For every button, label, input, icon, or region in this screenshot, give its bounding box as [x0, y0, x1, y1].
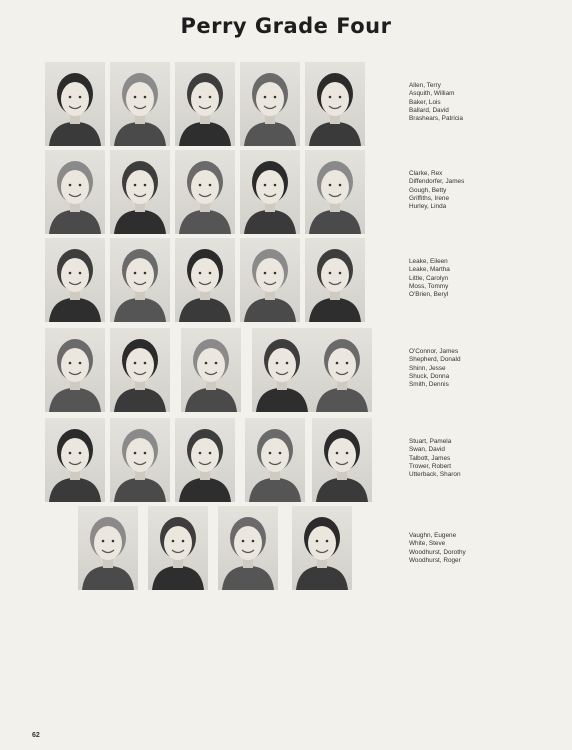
portrait-silhouette	[305, 62, 365, 146]
student-portrait	[252, 328, 312, 412]
portrait-clothing	[244, 122, 296, 146]
student-portrait	[240, 62, 300, 146]
portrait-face	[256, 170, 284, 204]
portrait-face	[61, 258, 89, 292]
portrait-clothing	[296, 566, 348, 590]
student-name: Baker, Lois	[409, 98, 441, 106]
portrait-eye	[79, 362, 82, 365]
portrait-eye	[274, 96, 277, 99]
student-name: Utterback, Sharon	[409, 471, 461, 479]
portrait-silhouette	[240, 62, 300, 146]
student-portrait	[312, 328, 372, 412]
student-portrait	[245, 418, 305, 502]
page-number: 62	[32, 732, 40, 739]
student-portrait	[305, 62, 365, 146]
portrait-face	[256, 258, 284, 292]
portrait-eye	[134, 96, 137, 99]
student-portrait	[305, 238, 365, 322]
portrait-clothing	[49, 210, 101, 234]
student-portrait	[110, 328, 170, 412]
portrait-clothing	[49, 478, 101, 502]
student-name: O'Connor, James	[409, 348, 459, 355]
portrait-eye	[69, 184, 72, 187]
portrait-silhouette	[148, 506, 208, 590]
portrait-face	[328, 438, 356, 472]
portrait-clothing	[316, 388, 368, 412]
portrait-eye	[209, 96, 212, 99]
student-portrait	[240, 238, 300, 322]
portrait-clothing	[316, 478, 368, 502]
portrait-eye	[336, 362, 339, 365]
name-list	[409, 170, 569, 211]
portrait-clothing	[309, 122, 361, 146]
portrait-face	[261, 438, 289, 472]
portrait-silhouette	[45, 150, 105, 234]
portrait-silhouette	[45, 418, 105, 502]
student-name: Moss, Tommy	[409, 282, 449, 290]
portrait-clothing	[179, 210, 231, 234]
student-name: Shinn, Jesse	[409, 364, 446, 372]
portrait-clothing	[114, 210, 166, 234]
portrait-eye	[329, 184, 332, 187]
student-portrait	[175, 238, 235, 322]
portrait-clothing	[256, 388, 308, 412]
portrait-silhouette	[175, 150, 235, 234]
student-portrait	[181, 328, 241, 412]
page-title: Perry Grade Four	[180, 14, 392, 38]
photo-row-2	[0, 150, 572, 240]
portrait-face	[94, 526, 122, 560]
portrait-clothing	[244, 298, 296, 322]
portrait-face	[61, 348, 89, 382]
portrait-clothing	[82, 566, 134, 590]
portrait-face	[256, 82, 284, 116]
name-list	[409, 258, 569, 299]
portrait-face	[234, 526, 262, 560]
student-name: Hurley, Linda	[409, 203, 447, 211]
portrait-eye	[144, 452, 147, 455]
portrait-clothing	[114, 298, 166, 322]
student-name: Woodhurst, Dorothy	[409, 548, 466, 556]
portrait-face	[126, 348, 154, 382]
portrait-clothing	[179, 478, 231, 502]
portrait-face	[328, 348, 356, 382]
student-name: Vaughn, Eugene	[409, 532, 457, 539]
portrait-silhouette	[110, 150, 170, 234]
portrait-eye	[134, 362, 137, 365]
portrait-clothing	[49, 298, 101, 322]
portrait-eye	[144, 362, 147, 365]
portrait-face	[126, 170, 154, 204]
portrait-silhouette	[45, 238, 105, 322]
student-name: Shepherd, Donald	[409, 356, 461, 364]
student-name: Griffiths, Irene	[409, 194, 450, 202]
portrait-silhouette	[110, 328, 170, 412]
student-portrait	[45, 328, 105, 412]
portrait-clothing	[49, 388, 101, 412]
photo-row-5	[0, 418, 572, 508]
student-name: Smith, Dennis	[409, 381, 449, 389]
portrait-eye	[215, 362, 218, 365]
portrait-eye	[134, 184, 137, 187]
portrait-face	[321, 170, 349, 204]
portrait-silhouette	[305, 150, 365, 234]
portrait-clothing	[179, 122, 231, 146]
student-name: Shuck, Donna	[409, 372, 450, 380]
portrait-eye	[274, 184, 277, 187]
student-name: Ballard, David	[409, 106, 449, 114]
student-name: Swan, David	[409, 446, 445, 454]
portrait-clothing	[152, 566, 204, 590]
student-portrait	[218, 506, 278, 590]
portrait-clothing	[309, 298, 361, 322]
portrait-face	[61, 438, 89, 472]
portrait-eye	[199, 96, 202, 99]
name-list	[409, 348, 569, 389]
portrait-eye	[144, 272, 147, 275]
portrait-eye	[329, 96, 332, 99]
student-portrait	[240, 150, 300, 234]
student-portrait	[110, 238, 170, 322]
portrait-clothing	[244, 210, 296, 234]
portrait-eye	[326, 540, 329, 543]
portrait-eye	[144, 184, 147, 187]
portrait-eye	[79, 272, 82, 275]
student-name: Woodhurst, Roger	[409, 556, 461, 564]
portrait-silhouette	[312, 328, 372, 412]
portrait-clothing	[249, 478, 301, 502]
portrait-eye	[339, 272, 342, 275]
portrait-eye	[69, 452, 72, 455]
portrait-eye	[134, 452, 137, 455]
portrait-silhouette	[252, 328, 312, 412]
portrait-face	[61, 170, 89, 204]
student-name: O'Brien, Beryl	[409, 291, 449, 299]
student-portrait	[110, 62, 170, 146]
portrait-silhouette	[110, 418, 170, 502]
portrait-eye	[205, 362, 208, 365]
student-portrait	[45, 150, 105, 234]
student-name: White, Steve	[409, 540, 446, 548]
portrait-eye	[209, 452, 212, 455]
portrait-eye	[102, 540, 105, 543]
portrait-clothing	[309, 210, 361, 234]
portrait-eye	[339, 184, 342, 187]
portrait-face	[191, 170, 219, 204]
photo-row-6	[0, 506, 572, 596]
student-name: Little, Carolyn	[409, 274, 449, 282]
student-name: Trower, Robert	[409, 462, 452, 470]
portrait-eye	[329, 272, 332, 275]
portrait-eye	[199, 184, 202, 187]
student-name: Gough, Betty	[409, 186, 447, 194]
portrait-eye	[316, 540, 319, 543]
portrait-silhouette	[78, 506, 138, 590]
student-portrait	[45, 62, 105, 146]
portrait-face	[126, 258, 154, 292]
portrait-face	[61, 82, 89, 116]
portrait-eye	[69, 362, 72, 365]
student-portrait	[45, 418, 105, 502]
student-name: Talbott, James	[409, 454, 451, 462]
portrait-clothing	[114, 478, 166, 502]
portrait-clothing	[222, 566, 274, 590]
portrait-face	[197, 348, 225, 382]
portrait-face	[268, 348, 296, 382]
student-portrait	[292, 506, 352, 590]
portrait-eye	[172, 540, 175, 543]
student-name: Stuart, Pamela	[409, 438, 452, 445]
portrait-silhouette	[45, 328, 105, 412]
portrait-eye	[209, 272, 212, 275]
portrait-face	[321, 82, 349, 116]
portrait-eye	[276, 362, 279, 365]
student-portrait	[312, 418, 372, 502]
portrait-eye	[182, 540, 185, 543]
portrait-eye	[79, 452, 82, 455]
student-portrait	[305, 150, 365, 234]
name-list	[409, 532, 569, 565]
portrait-silhouette	[175, 418, 235, 502]
portrait-face	[191, 438, 219, 472]
portrait-clothing	[114, 122, 166, 146]
portrait-silhouette	[240, 238, 300, 322]
portrait-eye	[269, 452, 272, 455]
portrait-face	[308, 526, 336, 560]
photo-row-4	[0, 328, 572, 418]
student-portrait	[175, 418, 235, 502]
name-list	[409, 438, 569, 479]
portrait-eye	[112, 540, 115, 543]
portrait-eye	[209, 184, 212, 187]
name-list	[409, 82, 569, 123]
portrait-eye	[79, 96, 82, 99]
portrait-clothing	[49, 122, 101, 146]
student-name: Allen, Terry	[409, 82, 441, 89]
portrait-eye	[286, 362, 289, 365]
portrait-eye	[252, 540, 255, 543]
portrait-silhouette	[45, 62, 105, 146]
portrait-silhouette	[218, 506, 278, 590]
portrait-eye	[144, 96, 147, 99]
portrait-silhouette	[292, 506, 352, 590]
student-portrait	[110, 418, 170, 502]
portrait-silhouette	[305, 238, 365, 322]
photo-row-1	[0, 62, 572, 152]
student-portrait	[110, 150, 170, 234]
student-name: Leake, Eileen	[409, 258, 448, 265]
portrait-eye	[199, 452, 202, 455]
student-name: Asquith, William	[409, 90, 455, 98]
photo-row-3	[0, 238, 572, 328]
portrait-eye	[242, 540, 245, 543]
portrait-eye	[79, 184, 82, 187]
portrait-face	[126, 82, 154, 116]
portrait-silhouette	[181, 328, 241, 412]
portrait-face	[191, 258, 219, 292]
student-name: Leake, Martha	[409, 266, 450, 274]
portrait-eye	[336, 452, 339, 455]
student-portrait	[45, 238, 105, 322]
student-portrait	[78, 506, 138, 590]
student-portrait	[148, 506, 208, 590]
portrait-clothing	[179, 298, 231, 322]
portrait-face	[126, 438, 154, 472]
portrait-eye	[69, 272, 72, 275]
portrait-silhouette	[245, 418, 305, 502]
student-portrait	[175, 150, 235, 234]
portrait-silhouette	[312, 418, 372, 502]
student-name: Diffendorfer, James	[409, 178, 465, 186]
portrait-face	[164, 526, 192, 560]
portrait-eye	[134, 272, 137, 275]
portrait-eye	[264, 272, 267, 275]
portrait-clothing	[114, 388, 166, 412]
portrait-eye	[346, 452, 349, 455]
portrait-eye	[69, 96, 72, 99]
portrait-eye	[339, 96, 342, 99]
portrait-eye	[264, 184, 267, 187]
portrait-face	[321, 258, 349, 292]
portrait-clothing	[185, 388, 237, 412]
portrait-eye	[264, 96, 267, 99]
portrait-eye	[199, 272, 202, 275]
portrait-silhouette	[240, 150, 300, 234]
portrait-face	[191, 82, 219, 116]
student-name: Clarke, Rex	[409, 170, 443, 177]
portrait-silhouette	[110, 238, 170, 322]
portrait-eye	[346, 362, 349, 365]
portrait-silhouette	[175, 238, 235, 322]
portrait-silhouette	[175, 62, 235, 146]
student-name: Brashears, Patricia	[409, 115, 463, 123]
portrait-silhouette	[110, 62, 170, 146]
student-portrait	[175, 62, 235, 146]
portrait-eye	[274, 272, 277, 275]
portrait-eye	[279, 452, 282, 455]
